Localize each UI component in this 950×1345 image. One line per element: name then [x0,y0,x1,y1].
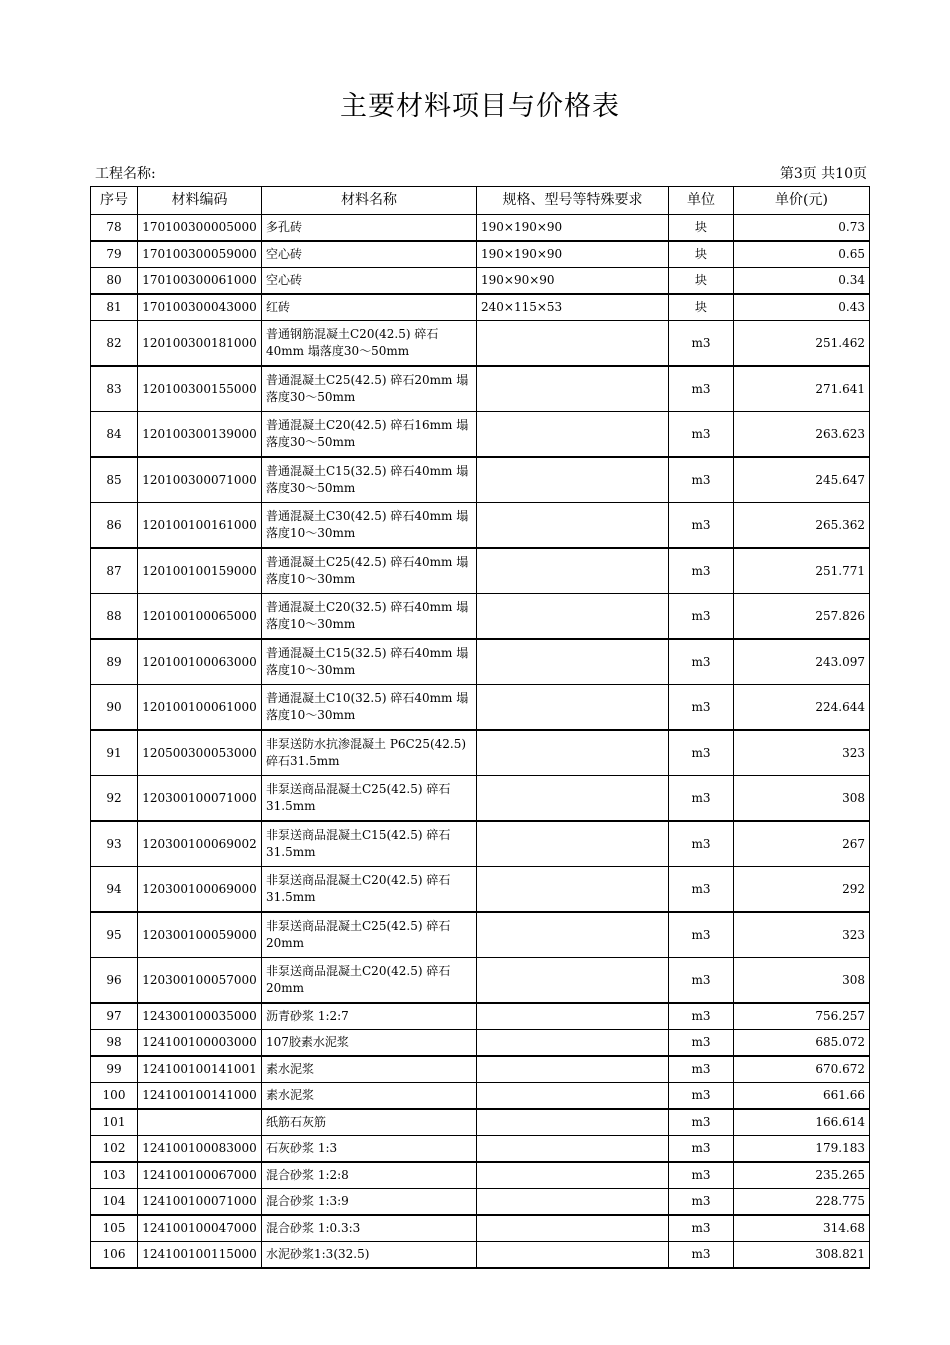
cell-unit: m3 [669,639,734,685]
cell-code: 124300100035000 [138,1003,262,1030]
cell-name: 非泵送商品混凝土C20(42.5) 碎石31.5mm [262,867,477,913]
cell-spec [477,503,669,549]
cell-spec [477,1083,669,1110]
cell-price: 685.072 [734,1030,870,1057]
table-row [91,639,870,685]
table-row [91,1215,870,1242]
cell-price: 263.623 [734,412,870,458]
cell-name: 普通混凝土C20(42.5) 碎石16mm 塌落度30～50mm [262,412,477,458]
cell-name: 普通混凝土C25(42.5) 碎石40mm 塌落度10～30mm [262,548,477,594]
table-row [91,294,870,321]
cell-unit: 块 [669,294,734,321]
cell-code: 124100100067000 [138,1162,262,1189]
cell-unit: 块 [669,268,734,295]
cell-spec [477,912,669,958]
cell-unit: m3 [669,776,734,822]
cell-spec [477,321,669,367]
cell-spec [477,412,669,458]
cell-code: 120100100161000 [138,503,262,549]
cell-name: 普通混凝土C15(32.5) 碎石40mm 塌落度30～50mm [262,457,477,503]
cell-unit: m3 [669,1215,734,1242]
cell-name: 非泵送商品混凝土C25(42.5) 碎石31.5mm [262,776,477,822]
table-row [91,1109,870,1136]
cell-code: 120100300155000 [138,366,262,412]
cell-no: 79 [91,241,138,268]
cell-no: 92 [91,776,138,822]
cell-name: 混合砂浆 1:2:8 [262,1162,477,1189]
cell-no: 98 [91,1030,138,1057]
cell-no: 81 [91,294,138,321]
cell-no: 93 [91,821,138,867]
cell-no: 91 [91,730,138,776]
cell-unit: m3 [669,1136,734,1163]
cell-spec: 190×190×90 [477,215,669,242]
cell-price: 271.641 [734,366,870,412]
table-row [91,412,870,458]
cell-code: 124100100047000 [138,1215,262,1242]
cell-price: 224.644 [734,685,870,731]
table-row [91,685,870,731]
cell-name: 107胶素水泥浆 [262,1030,477,1057]
cell-name: 纸筋石灰筋 [262,1109,477,1136]
cell-unit: 块 [669,241,734,268]
cell-unit: m3 [669,685,734,731]
cell-price: 308 [734,958,870,1004]
header-no: 序号 [91,187,138,215]
cell-spec [477,776,669,822]
cell-spec [477,1189,669,1216]
cell-name: 石灰砂浆 1:3 [262,1136,477,1163]
cell-code [138,1109,262,1136]
cell-spec [477,1003,669,1030]
cell-no: 102 [91,1136,138,1163]
cell-unit: m3 [669,1109,734,1136]
cell-unit: m3 [669,1242,734,1269]
header-unit: 单位 [669,187,734,215]
cell-spec [477,1162,669,1189]
cell-price: 661.66 [734,1083,870,1110]
cell-unit: m3 [669,1162,734,1189]
table-row [91,912,870,958]
table-row [91,867,870,913]
cell-price: 308.821 [734,1242,870,1269]
cell-spec [477,1136,669,1163]
cell-code: 124100100083000 [138,1136,262,1163]
table-row [91,1083,870,1110]
cell-price: 756.257 [734,1003,870,1030]
cell-price: 0.43 [734,294,870,321]
cell-name: 多孔砖 [262,215,477,242]
cell-spec [477,366,669,412]
cell-spec: 240×115×53 [477,294,669,321]
table-row [91,1242,870,1269]
cell-name: 混合砂浆 1:0.3:3 [262,1215,477,1242]
cell-spec [477,457,669,503]
cell-no: 80 [91,268,138,295]
cell-code: 170100300059000 [138,241,262,268]
cell-no: 78 [91,215,138,242]
cell-name: 红砖 [262,294,477,321]
cell-name: 普通钢筋混凝土C20(42.5) 碎石40mm 塌落度30～50mm [262,321,477,367]
cell-code: 124100100003000 [138,1030,262,1057]
cell-unit: m3 [669,912,734,958]
cell-code: 124100100141000 [138,1083,262,1110]
cell-unit: m3 [669,457,734,503]
cell-no: 94 [91,867,138,913]
cell-name: 沥青砂浆 1:2:7 [262,1003,477,1030]
cell-price: 235.265 [734,1162,870,1189]
cell-unit: 块 [669,215,734,242]
table-row [91,1030,870,1057]
cell-no: 82 [91,321,138,367]
cell-code: 120500300053000 [138,730,262,776]
cell-code: 124100100115000 [138,1242,262,1269]
cell-spec [477,685,669,731]
cell-price: 251.771 [734,548,870,594]
cell-price: 0.65 [734,241,870,268]
header-price: 单价(元) [734,187,870,215]
cell-price: 166.614 [734,1109,870,1136]
cell-name: 普通混凝土C25(42.5) 碎石20mm 塌落度30～50mm [262,366,477,412]
cell-unit: m3 [669,867,734,913]
cell-price: 670.672 [734,1056,870,1083]
cell-spec [477,548,669,594]
cell-no: 83 [91,366,138,412]
cell-spec [477,1109,669,1136]
cell-no: 96 [91,958,138,1004]
cell-price: 228.775 [734,1189,870,1216]
table-row [91,1189,870,1216]
cell-price: 323 [734,730,870,776]
cell-no: 86 [91,503,138,549]
table-row [91,457,870,503]
cell-unit: m3 [669,1189,734,1216]
cell-unit: m3 [669,821,734,867]
cell-price: 323 [734,912,870,958]
table-header-row [91,187,870,215]
table-row [91,268,870,295]
cell-code: 120300100057000 [138,958,262,1004]
table-row [91,503,870,549]
cell-spec [477,1056,669,1083]
table-row [91,241,870,268]
cell-spec [477,1215,669,1242]
cell-price: 0.73 [734,215,870,242]
cell-spec: 190×190×90 [477,241,669,268]
cell-code: 120100300071000 [138,457,262,503]
cell-name: 水泥砂浆1:3(32.5) [262,1242,477,1269]
cell-unit: m3 [669,958,734,1004]
cell-price: 265.362 [734,503,870,549]
cell-no: 85 [91,457,138,503]
cell-unit: m3 [669,366,734,412]
cell-unit: m3 [669,1003,734,1030]
cell-no: 88 [91,594,138,640]
cell-price: 292 [734,867,870,913]
cell-name: 非泵送商品混凝土C25(42.5) 碎石20mm [262,912,477,958]
cell-no: 95 [91,912,138,958]
cell-code: 124100100071000 [138,1189,262,1216]
cell-name: 空心砖 [262,268,477,295]
cell-no: 104 [91,1189,138,1216]
cell-no: 99 [91,1056,138,1083]
materials-price-table [90,186,870,1269]
cell-code: 170100300005000 [138,215,262,242]
cell-price: 245.647 [734,457,870,503]
cell-spec [477,594,669,640]
cell-name: 素水泥浆 [262,1083,477,1110]
cell-code: 120100100063000 [138,639,262,685]
table-row [91,1003,870,1030]
cell-no: 97 [91,1003,138,1030]
cell-no: 89 [91,639,138,685]
cell-code: 120100100061000 [138,685,262,731]
cell-unit: m3 [669,412,734,458]
header-spec: 规格、型号等特殊要求 [477,187,669,215]
cell-code: 120300100069002 [138,821,262,867]
header-name: 材料名称 [262,187,477,215]
cell-no: 106 [91,1242,138,1269]
cell-no: 105 [91,1215,138,1242]
table-row [91,730,870,776]
cell-code: 170100300043000 [138,294,262,321]
cell-spec [477,730,669,776]
cell-name: 空心砖 [262,241,477,268]
cell-no: 90 [91,685,138,731]
cell-name: 非泵送商品混凝土C20(42.5) 碎石20mm [262,958,477,1004]
cell-price: 257.826 [734,594,870,640]
cell-no: 101 [91,1109,138,1136]
cell-unit: m3 [669,503,734,549]
cell-spec [477,639,669,685]
cell-spec [477,1030,669,1057]
cell-name: 非泵送商品混凝土C15(42.5) 碎石31.5mm [262,821,477,867]
table-row [91,594,870,640]
cell-code: 120100100159000 [138,548,262,594]
table-row [91,958,870,1004]
cell-code: 120300100071000 [138,776,262,822]
table-row [91,321,870,367]
cell-code: 120100300139000 [138,412,262,458]
cell-no: 87 [91,548,138,594]
cell-code: 120100300181000 [138,321,262,367]
table-row [91,548,870,594]
cell-code: 120300100069000 [138,867,262,913]
cell-code: 120300100059000 [138,912,262,958]
page-info: 第3页 共10页 [779,166,867,182]
header-code: 材料编码 [138,187,262,215]
cell-price: 0.34 [734,268,870,295]
table-row [91,1136,870,1163]
cell-price: 314.68 [734,1215,870,1242]
cell-spec [477,1242,669,1269]
cell-price: 251.462 [734,321,870,367]
cell-no: 100 [91,1083,138,1110]
cell-name: 素水泥浆 [262,1056,477,1083]
cell-spec [477,958,669,1004]
cell-name: 非泵送防水抗渗混凝土 P6C25(42.5) 碎石31.5mm [262,730,477,776]
cell-unit: m3 [669,1083,734,1110]
table-row [91,776,870,822]
cell-no: 103 [91,1162,138,1189]
cell-name: 混合砂浆 1:3:9 [262,1189,477,1216]
cell-unit: m3 [669,321,734,367]
page-title: 主要材料项目与价格表 [340,91,620,122]
cell-unit: m3 [669,1030,734,1057]
cell-unit: m3 [669,594,734,640]
cell-price: 179.183 [734,1136,870,1163]
cell-code: 120100100065000 [138,594,262,640]
cell-name: 普通混凝土C20(32.5) 碎石40mm 塌落度10～30mm [262,594,477,640]
cell-unit: m3 [669,548,734,594]
cell-price: 308 [734,776,870,822]
cell-spec [477,821,669,867]
table-row [91,1056,870,1083]
project-name-label: 工程名称: [95,166,156,182]
table-row [91,215,870,242]
cell-name: 普通混凝土C15(32.5) 碎石40mm 塌落度10～30mm [262,639,477,685]
table-row [91,821,870,867]
cell-unit: m3 [669,1056,734,1083]
cell-name: 普通混凝土C10(32.5) 碎石40mm 塌落度10～30mm [262,685,477,731]
cell-no: 84 [91,412,138,458]
cell-name: 普通混凝土C30(42.5) 碎石40mm 塌落度10～30mm [262,503,477,549]
table-row [91,1162,870,1189]
cell-price: 243.097 [734,639,870,685]
cell-price: 267 [734,821,870,867]
cell-spec [477,867,669,913]
cell-code: 170100300061000 [138,268,262,295]
cell-unit: m3 [669,730,734,776]
cell-code: 124100100141001 [138,1056,262,1083]
table-row [91,366,870,412]
cell-spec: 190×90×90 [477,268,669,295]
